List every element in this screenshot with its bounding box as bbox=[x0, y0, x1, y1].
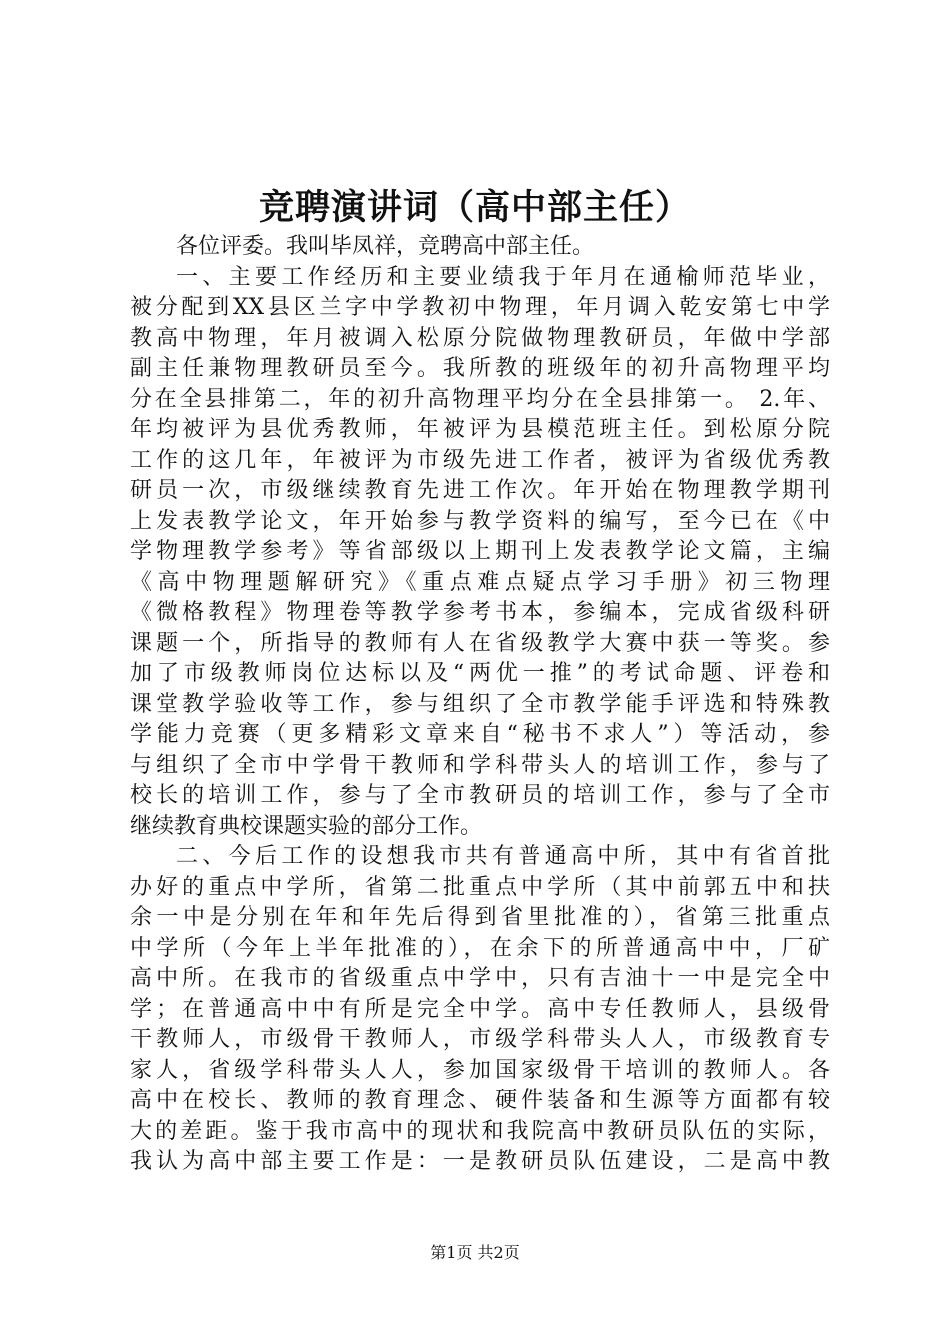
paragraph-line: 高中所。在我市的省级重点中学中，只有吉油十一中是完全中 bbox=[130, 966, 830, 991]
paragraph-line: 《高中物理题解研究》《重点难点疑点学习手册》初三物理 bbox=[130, 569, 830, 595]
paragraph-line: 大的差距。鉴于我市高中的现状和我院高中教研员队伍的实际， bbox=[130, 1118, 830, 1144]
paragraph-line: 学；在普通高中中有所是完全中学。高中专任教师人，县级骨 bbox=[130, 996, 830, 1022]
paragraph-line: 中学所（今年上半年批准的），在余下的所普通高中中，厂矿 bbox=[130, 935, 830, 961]
paragraph-line: 一、主要工作经历和主要业绩我于年月在通榆师范毕业， bbox=[176, 264, 830, 290]
paragraph-line: 被分配到XX县区兰字中学教初中物理，年月调入乾安第七中学 bbox=[130, 295, 830, 320]
paragraph-line: 工作的这几年，年被评为市级先进工作者，被评为省级优秀教 bbox=[130, 447, 830, 473]
paragraph-line: 副主任兼物理教研员至今。我所教的班级年的初升高物理平均 bbox=[130, 356, 830, 381]
paragraph-line: 加了市级教师岗位达标以及“两优一推”的考试命题、评卷和 bbox=[130, 661, 830, 686]
paragraph-line: 研员一次，市级继续教育先进工作次。年开始在物理教学期刊 bbox=[130, 478, 830, 503]
paragraph-line: 《微格教程》物理卷等教学参考书本，参编本，完成省级科研 bbox=[130, 600, 830, 625]
paragraph-line: 学物理教学参考》等省部级以上期刊上发表教学论文篇，主编 bbox=[130, 539, 830, 564]
paragraph-line: 干教师人，市级骨干教师人，市级学科带头人人，市级教育专 bbox=[130, 1027, 830, 1052]
paragraph-line: 年均被评为县优秀教师，年被评为县模范班主任。到松原分院 bbox=[130, 417, 830, 442]
document-body bbox=[130, 232, 830, 1178]
paragraph-line: 校长的培训工作，参与了全市教研员的培训工作，参与了全市 bbox=[130, 783, 830, 808]
paragraph-line: 分在全县排第二，年的初升高物理平均分在全县排第一。 2.年、 bbox=[130, 386, 830, 412]
paragraph-line: 我认为高中部主要工作是：一是教研员队伍建设，二是高中教 bbox=[130, 1149, 830, 1174]
paragraph-line: 办好的重点中学所，省第二批重点中学所（其中前郭五中和扶 bbox=[130, 874, 830, 900]
paragraph-line: 上发表教学论文，年开始参与教学资料的编写，至今已在《中 bbox=[130, 508, 830, 534]
paragraph-line: 学能力竞赛（更多精彩文章来自“秘书不求人”）等活动，参 bbox=[130, 722, 830, 747]
paragraph-line: 教高中物理，年月被调入松原分院做物理教研员，年做中学部 bbox=[130, 325, 830, 351]
document-title: 竞聘演讲词（高中部主任） bbox=[258, 187, 691, 228]
paragraph-line: 课题一个，所指导的教师有人在省级教学大赛中获一等奖。参 bbox=[130, 630, 830, 656]
paragraph-line: 各位评委。我叫毕凤祥，竞聘高中部主任。 bbox=[176, 234, 595, 259]
paragraph-line: 余一中是分别在年和年先后得到省里批准的），省第三批重点 bbox=[130, 905, 830, 930]
page-number-footer: 第1页 共2页 bbox=[430, 1243, 520, 1262]
paragraph-line: 高中在校长、教师的教育理念、硬件装备和生源等方面都有较 bbox=[130, 1088, 830, 1113]
paragraph-line: 继续教育典校课题实验的部分工作。 bbox=[130, 813, 483, 839]
paragraph-line: 二、今后工作的设想我市共有普通高中所，其中有省首批 bbox=[176, 844, 830, 869]
paragraph-line: 与组织了全市中学骨干教师和学科带头人的培训工作，参与了 bbox=[130, 752, 830, 778]
paragraph-line: 课堂教学验收等工作，参与组织了全市教学能手评选和特殊教 bbox=[130, 691, 830, 717]
paragraph-line: 家人，省级学科带头人人，参加国家级骨干培训的教师人。各 bbox=[130, 1057, 830, 1083]
